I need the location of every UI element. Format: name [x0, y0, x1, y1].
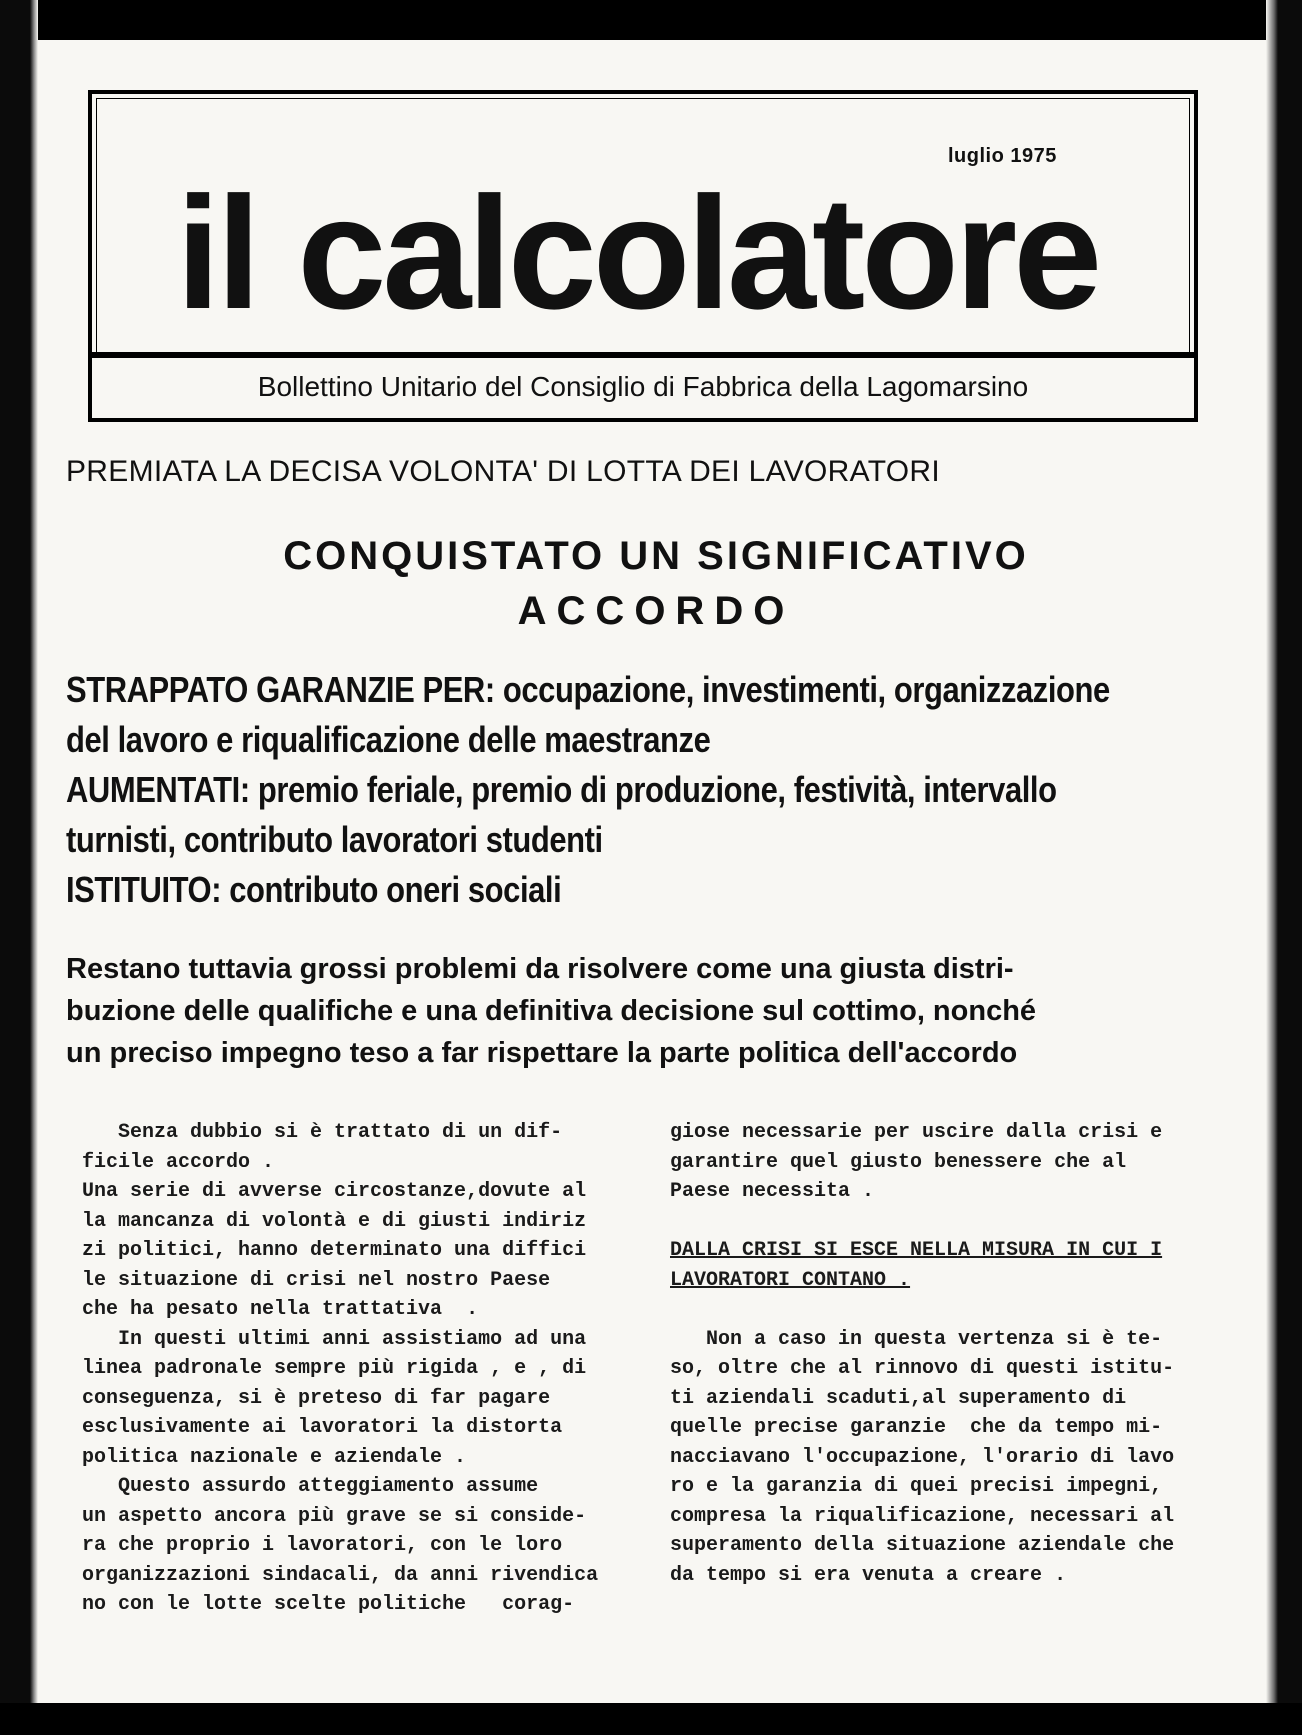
newsletter-title: il calcolatore [176, 163, 1099, 342]
article-line-spacer [670, 1207, 1230, 1237]
article-line: quelle precise garanzie che da tempo mi- [670, 1416, 1163, 1439]
point-label: STRAPPATO GARANZIE PER: [66, 669, 495, 710]
article-line-spacer [670, 1295, 1230, 1325]
article-line: organizzazioni sindacali, da anni rivendica [82, 1563, 599, 1587]
article-line: Senza dubbio si è trattato di un dif- [82, 1121, 563, 1144]
article-line: no con le lotte scelte politiche corag- [82, 1593, 575, 1616]
article-line: Paese necessita . [670, 1180, 875, 1203]
article-line: linea padronale sempre più rigida , e , di [82, 1357, 587, 1380]
scan-left-border [0, 0, 38, 1735]
point-line [66, 815, 603, 865]
article-line: la mancanza di volontà e di giusti indiriz [82, 1209, 587, 1233]
main-headline-line1: CONQUISTATO UN SIGNIFICATIVO [283, 534, 1029, 578]
kicker-headline: PREMIATA LA DECISA VOLONTA' DI LOTTA DEI LAVORATORI [66, 455, 941, 488]
point-line [66, 765, 1057, 815]
article-line: politica nazionale e aziendale . [82, 1445, 467, 1469]
article-line: esclusivamente ai lavoratori la distorta [82, 1416, 563, 1439]
remaining-issues-line: buzione delle qualifiche e una definitiva decisione sul cottimo, nonché [66, 995, 1037, 1027]
scan-top-border [0, 0, 1302, 40]
scan-right-border [1266, 0, 1302, 1735]
article-line: conseguenza, si è preteso di far pagare [82, 1386, 551, 1410]
remaining-issues-paragraph [66, 948, 1246, 1074]
article-line: superamento della situazione aziendale che [670, 1534, 1175, 1557]
point-label: AUMENTATI: [66, 769, 250, 810]
article-line: un aspetto ancora più grave se si conside- [82, 1504, 587, 1528]
main-headline-line2: ACCORDO [517, 589, 795, 633]
point-text: del lavoro e riqualificazione delle maestranze [66, 719, 711, 760]
scan-bottom-border [0, 1703, 1302, 1735]
article-line: le situazione di crisi nel nostro Paese [82, 1268, 551, 1292]
article-line: zi politici, hanno determinato una diffici [82, 1239, 587, 1262]
point-line [66, 665, 1110, 715]
article-line: da tempo si era venuta a creare . [670, 1563, 1067, 1587]
article-line: Non a caso in questa vertenza si è te- [670, 1327, 1163, 1351]
article-line: nacciavano l'occupazione, l'orario di lavo [670, 1445, 1175, 1469]
section-heading-line: LAVORATORI CONTANO . [670, 1268, 911, 1292]
article-line: ficile accordo . [82, 1150, 275, 1174]
section-heading-line: DALLA CRISI SI ESCE NELLA MISURA IN CUI I [670, 1239, 1163, 1262]
point-text: premio feriale, premio di produzione, festività, intervallo [249, 769, 1057, 810]
point-line [66, 715, 710, 765]
article-line: Una serie di avverse circostanze,dovute al [82, 1180, 587, 1203]
article-line: ro e la garanzia di quei precisi impegni, [670, 1475, 1163, 1498]
masthead-divider [88, 354, 1198, 358]
point-line [66, 865, 561, 915]
article-line: so, oltre che al rinnovo di questi istitu- [670, 1357, 1175, 1380]
remaining-issues-line: un preciso impegno teso a far rispettare la parte politica dell'accordo [66, 1037, 1018, 1069]
article-line: che ha pesato nella trattativa . [82, 1298, 479, 1321]
article-line: giose necessarie per uscire dalla crisi e [670, 1121, 1163, 1144]
remaining-issues-line: Restano tuttavia grossi problemi da risolvere come una giusta distri- [66, 953, 1014, 985]
issue-date: luglio 1975 [948, 145, 1057, 167]
article-left-column [82, 1118, 642, 1620]
newsletter-subtitle: Bollettino Unitario del Consiglio di Fabbrica della Lagomarsino [257, 371, 1029, 402]
article-right-column [670, 1118, 1230, 1590]
article-line: compresa la riqualificazione, necessari al [670, 1504, 1175, 1528]
article-line: In questi ultimi anni assistiamo ad una [82, 1327, 587, 1351]
article-line: Questo assurdo atteggiamento assume [82, 1475, 539, 1498]
article-line: garantire quel giusto benessere che al [670, 1150, 1127, 1174]
point-text: occupazione, investimenti, organizzazione [494, 669, 1110, 710]
article-line: ti aziendali scaduti,al superamento di [670, 1386, 1127, 1410]
point-text: turnisti, contributo lavoratori studenti [66, 819, 603, 860]
point-label: ISTITUITO: [66, 869, 222, 910]
article-line: ra che proprio i lavoratori, con le loro [82, 1534, 563, 1557]
point-text: contributo oneri sociali [221, 869, 562, 910]
